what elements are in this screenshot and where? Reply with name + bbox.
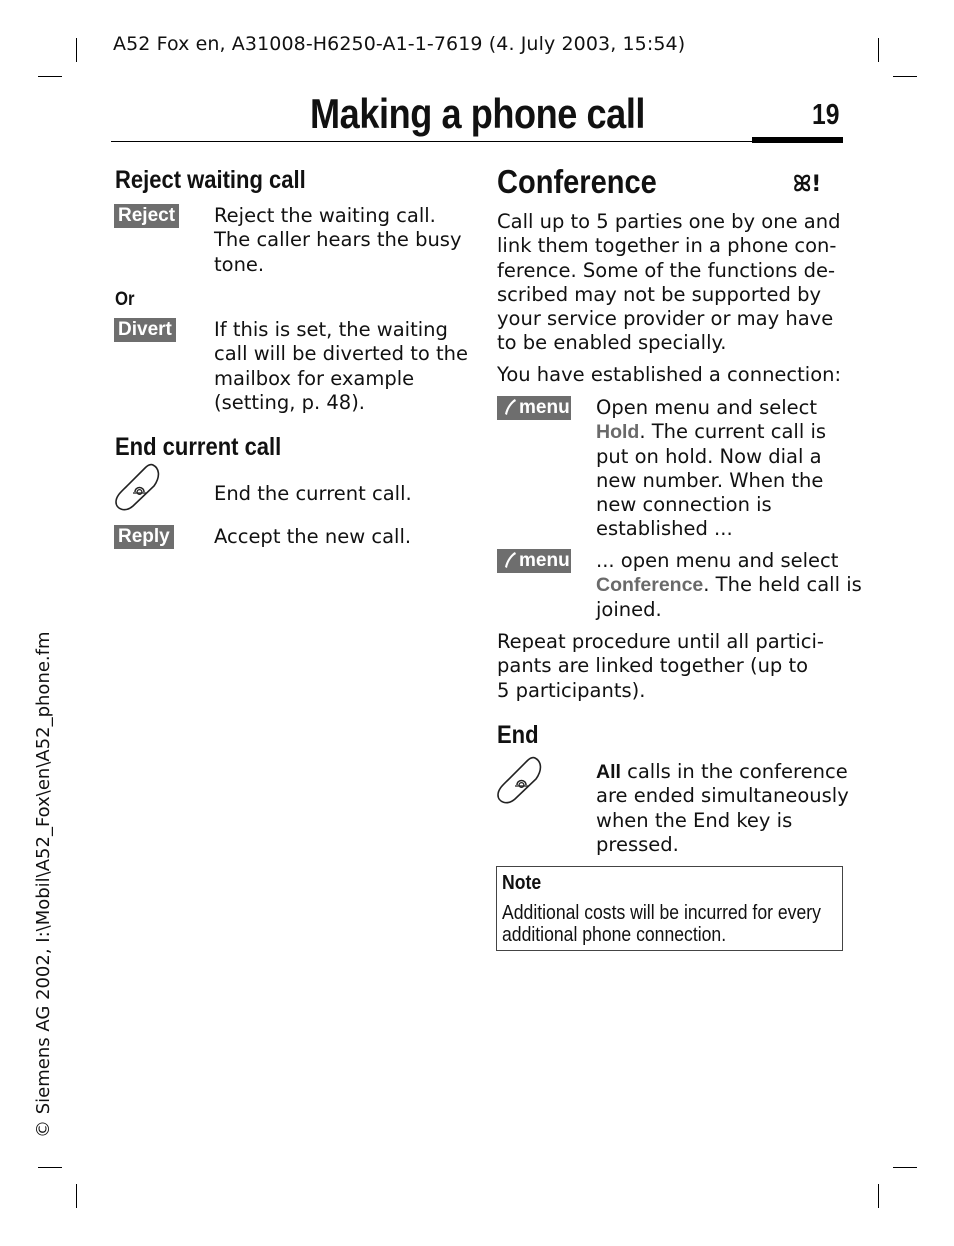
step2-description: ... open menu and select Conference. The held call is joined. <box>596 549 862 621</box>
hold-key-label: Hold <box>596 421 640 444</box>
conference-heading: Conference <box>497 163 657 200</box>
divert-softkey: Divert <box>114 318 176 342</box>
step1-description: Open menu and select Hold. The current call is put on hold. Now dial a new number. When the new connection is established ... <box>596 396 827 541</box>
handset-icon <box>501 550 519 570</box>
repeat-procedure-text: Repeat procedure until all partici- pants are linked together (up to 5 participants). <box>497 630 824 702</box>
established-text: You have established a connection: <box>497 363 842 386</box>
page-title: Making a phone call <box>310 90 646 137</box>
menu-softkey-1 <box>497 396 571 420</box>
crop-mark <box>76 1184 77 1208</box>
menu-label: menu <box>519 550 570 571</box>
note-text: Additional costs will be incurred for every additional phone connection. <box>502 902 821 946</box>
reply-softkey: Reply <box>114 525 174 549</box>
note-box <box>496 866 843 951</box>
conference-intro: Call up to 5 parties one by one and link them together in a phone con- ference. Some of the functions de- scribed may not be supported by your service provider or may have to be enabled specially. <box>497 210 841 355</box>
menu-label: menu <box>519 397 570 418</box>
or-label: Or <box>115 289 135 310</box>
crop-mark <box>893 1167 917 1168</box>
end-call-description: End the current call. <box>214 482 412 505</box>
end-key-icon <box>495 755 545 805</box>
side-file-path: © Siemens AG 2002, I:\Mobil\A52_Fox\en\A52_phone.fm <box>33 631 54 1138</box>
network-service-icon: ꕤ! <box>793 172 822 197</box>
crop-mark <box>878 1184 879 1208</box>
page-number-bar <box>752 137 843 143</box>
title-rule <box>111 141 752 142</box>
reply-description: Accept the new call. <box>214 525 412 548</box>
reject-description: Reject the waiting call. The caller hears the busy tone. <box>214 204 462 276</box>
crop-mark <box>38 76 62 77</box>
note-title: Note <box>502 872 542 894</box>
file-info-header: A52 Fox en, A31008-H6250-A1-1-7619 (4. July 2003, 15:54) <box>113 33 686 55</box>
handset-icon <box>501 397 519 417</box>
crop-mark <box>893 76 917 77</box>
crop-mark <box>878 38 879 62</box>
page-number: 19 <box>812 99 840 131</box>
end-heading: End <box>497 721 539 749</box>
end-conference-description: All calls in the conference are ended simultaneously when the End key is pressed. <box>596 760 849 856</box>
all-label: All <box>596 761 621 783</box>
crop-mark <box>76 38 77 62</box>
divert-description: If this is set, the waiting call will be diverted to the mailbox for example (setting, p. 48). <box>214 318 469 414</box>
reject-waiting-heading: Reject waiting call <box>115 166 306 194</box>
end-current-call-heading: End current call <box>115 433 282 461</box>
end-key-icon <box>113 462 163 512</box>
menu-softkey-2 <box>497 549 571 573</box>
reject-softkey: Reject <box>114 204 179 228</box>
conference-key-label: Conference <box>596 574 704 597</box>
crop-mark <box>38 1167 62 1168</box>
